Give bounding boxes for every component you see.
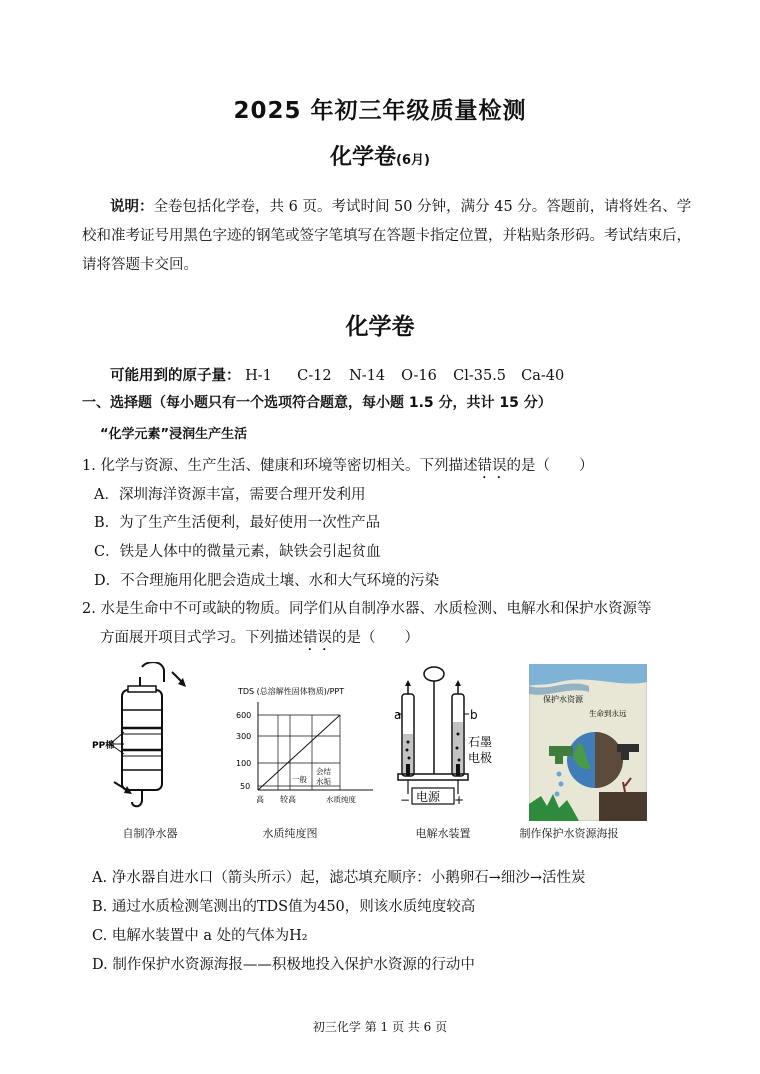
purity-chart [228, 682, 378, 812]
poster-caption: 制作保护水资源海报 [519, 827, 619, 840]
q2-stem-emphasis: 错误 [303, 630, 332, 646]
x-label-purity: 水质纯度 [326, 795, 356, 804]
instructions-label: 说明： [110, 199, 154, 215]
electrode-label-1: 石墨 [468, 735, 493, 749]
atomic-masses-label: 可能用到的原子量： [110, 368, 241, 384]
q2-stem-after: 的是（ ） [332, 630, 419, 646]
atomic-masses [110, 364, 564, 385]
electrode-label-2: 电极 [468, 751, 493, 765]
q2-option-b: B. 通过水质检测笔测出的TDS值为450，则该水质纯度较高 [92, 899, 476, 915]
q1-option-d: D．不合理施用化肥会造成土壤、水和大气环境的污染 [94, 573, 440, 589]
purity-caption: 水质纯度图 [262, 827, 318, 840]
q2-option-d: D. 制作保护水资源海报——积极地投入保护水资源的行动中 [92, 957, 475, 973]
part1-theme: “化学元素”浸润生产生活 [100, 427, 248, 442]
poster-figure [529, 664, 647, 821]
power-minus: − [400, 793, 411, 807]
subtitle-text: 化学卷 [330, 145, 397, 170]
exam-title: 2025 年初三年级质量检测 [233, 98, 527, 124]
q1-option-a: A．深圳海洋资源丰富，需要合理开发利用 [94, 487, 366, 503]
poster-text-1: 保护水资源 [543, 695, 583, 704]
mass-n: N-14 [349, 368, 386, 384]
instructions [82, 193, 692, 280]
electrolysis-figure [388, 664, 513, 814]
mass-o: O-16 [401, 368, 437, 384]
region-scale-1: 会结 [316, 767, 331, 776]
power-plus: + [454, 793, 465, 807]
tick-300: 300 [236, 732, 252, 741]
q1-stem-after: 的是（ ） [506, 458, 594, 474]
mass-cl: Cl-35.5 [453, 368, 507, 384]
q2-option-a: A. 净水器自进水口（箭头所示）起，滤芯填充顺序：小鹅卵石→细沙→活性炭 [92, 870, 586, 886]
region-general: 一般 [292, 775, 307, 784]
q2-stem-line1: 2. 水是生命中不可或缺的物质。同学们从自制净水器、水质检测、电解水和保护水资源等 [82, 601, 652, 617]
electrolysis-a-label: a [394, 708, 402, 722]
poster-text-2: 生命到永远 [589, 709, 627, 718]
q1-option-b: B．为了生产生活便利，最好使用一次性产品 [94, 515, 381, 531]
q2-stem-before: 方面展开项目式学习。下列描述 [100, 630, 303, 646]
q1-stem-before: 1. 化学与资源、生产生活、健康和环境等密切相关。下列描述 [82, 458, 478, 474]
subtitle-note: (6月) [396, 153, 430, 168]
electrolysis-caption: 电解水装置 [415, 827, 471, 840]
mass-ca: Ca-40 [521, 368, 565, 384]
electrolysis-b-label: b [470, 708, 478, 722]
q2-option-c: C. 电解水装置中 a 处的气体为H₂ [92, 928, 308, 944]
exam-subtitle [0, 140, 760, 171]
tick-50: 50 [240, 782, 251, 791]
mass-c: C-12 [297, 368, 332, 384]
purifier-figure [92, 662, 202, 812]
page-footer: 初三化学 第 1 页 共 6 页 [312, 1020, 448, 1034]
x-label-higher: 较高 [280, 795, 296, 804]
purity-y-title: TDS (总溶解性固体物质)/PPT [238, 687, 345, 696]
mass-h: H-1 [245, 368, 272, 384]
q2-stem-line2 [100, 626, 419, 654]
x-label-high: 高 [256, 795, 264, 804]
tick-100: 100 [236, 759, 252, 768]
q1-stem-emphasis: 错误 [477, 458, 507, 474]
section-title: 化学卷 [345, 314, 415, 340]
part1-heading: 一、选择题（每小题只有一个选项符合题意，每小题 1.5 分，共计 15 分） [82, 395, 552, 411]
pp-cotton-label: PP棉 [92, 741, 115, 751]
q1-stem [82, 454, 593, 482]
region-scale-2: 水垢 [316, 777, 331, 786]
q1-option-c: C．铁是人体中的微量元素，缺铁会引起贫血 [94, 544, 381, 560]
power-label: 电源 [416, 790, 441, 804]
purifier-caption: 自制净水器 [122, 827, 178, 840]
instructions-text: 全卷包括化学卷，共 6 页。考试时间 50 分钟，满分 45 分。答题前，请将姓名、学校和准考证号用黑色字迹的钢笔或签字笔填写在答题卡指定位置，并粘贴条形码。考试结束后，请将答题卡交回。 [82, 199, 692, 273]
tick-600: 600 [236, 711, 252, 720]
